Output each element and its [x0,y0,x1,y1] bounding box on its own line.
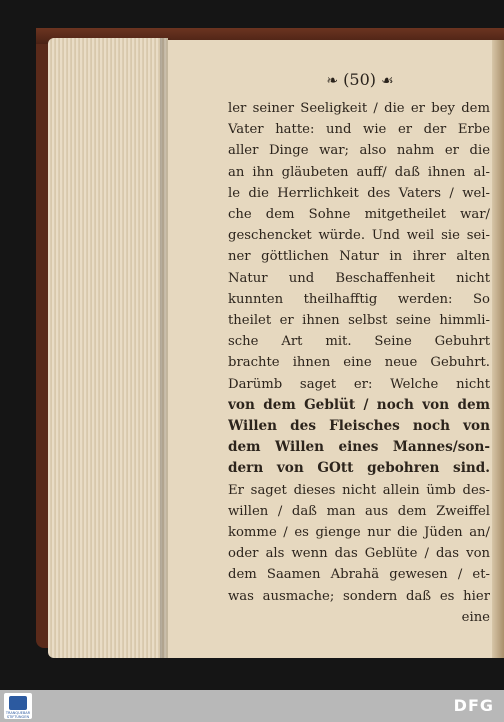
text-line-emphasis: dern von GOtt gebohren sind. [228,460,490,477]
text-line: an ihn gläubeten auff/ daß ihnen al- [228,164,490,180]
catchword: eine [461,609,490,625]
text-line: was ausmache; sondern daß es hier [228,588,490,604]
body-text [228,98,490,628]
viewer-footer-bar [0,690,504,722]
text-line: theilet er ihnen selbst seine himmli- [228,313,490,329]
text-line: komme / es gienge nur die Jüden an/ [228,525,490,541]
text-line: che dem Sohne mitgetheilet war/ [228,207,490,223]
header-ornament-right-icon: ☙ [381,73,394,89]
text-line: geschencket würde. Und weil sie sei- [228,228,490,244]
text-line: Vater hatte: und wie er der Erbe [228,122,490,138]
page-right-edge [492,40,504,658]
text-line: le die Herrlichkeit des Vaters / wel- [228,185,490,201]
text-line: ler seiner Seeligkeit / die er bey dem [228,101,490,116]
page-number: (50) [343,70,376,89]
text-line-emphasis: dem Willen eines Mannes/son- [228,439,490,456]
text-line: brachte ihnen eine neue Gebuhrt. [228,355,490,371]
text-line: ner göttlichen Natur in ihrer alten [228,249,490,265]
text-line: Er saget dieses nicht allein ümb des- [228,482,490,498]
text-line: aller Dinge war; also nahm er die [228,143,490,159]
text-line: willen / daß man aus dem Zweiffel [228,503,490,519]
text-line: oder als wenn das Geblüte / das von [228,546,490,562]
text-line-emphasis: Willen des Fleisches noch von [228,418,490,435]
text-line: dem Saamen Abrahä gewesen / et- [228,567,490,583]
text-line: Natur und Beschaffenheit nicht [228,270,490,286]
text-line: sche Art mit. Seine Gebuhrt [228,334,490,350]
institution-logo-text: TRANQUEBAR STIFTUNGEN [5,711,31,719]
institution-logo-icon [9,696,27,710]
text-line: kunnten theilhafftig werden: So [228,291,490,307]
page-header [300,70,420,89]
dfg-logo[interactable]: DFG [453,696,494,715]
header-ornament-left-icon: ❧ [326,73,339,89]
text-line-emphasis: von dem Geblüt / noch von dem [228,396,490,413]
text-line: Darümb saget er: Welche nicht [228,376,490,392]
page-stack-edges [48,38,168,658]
